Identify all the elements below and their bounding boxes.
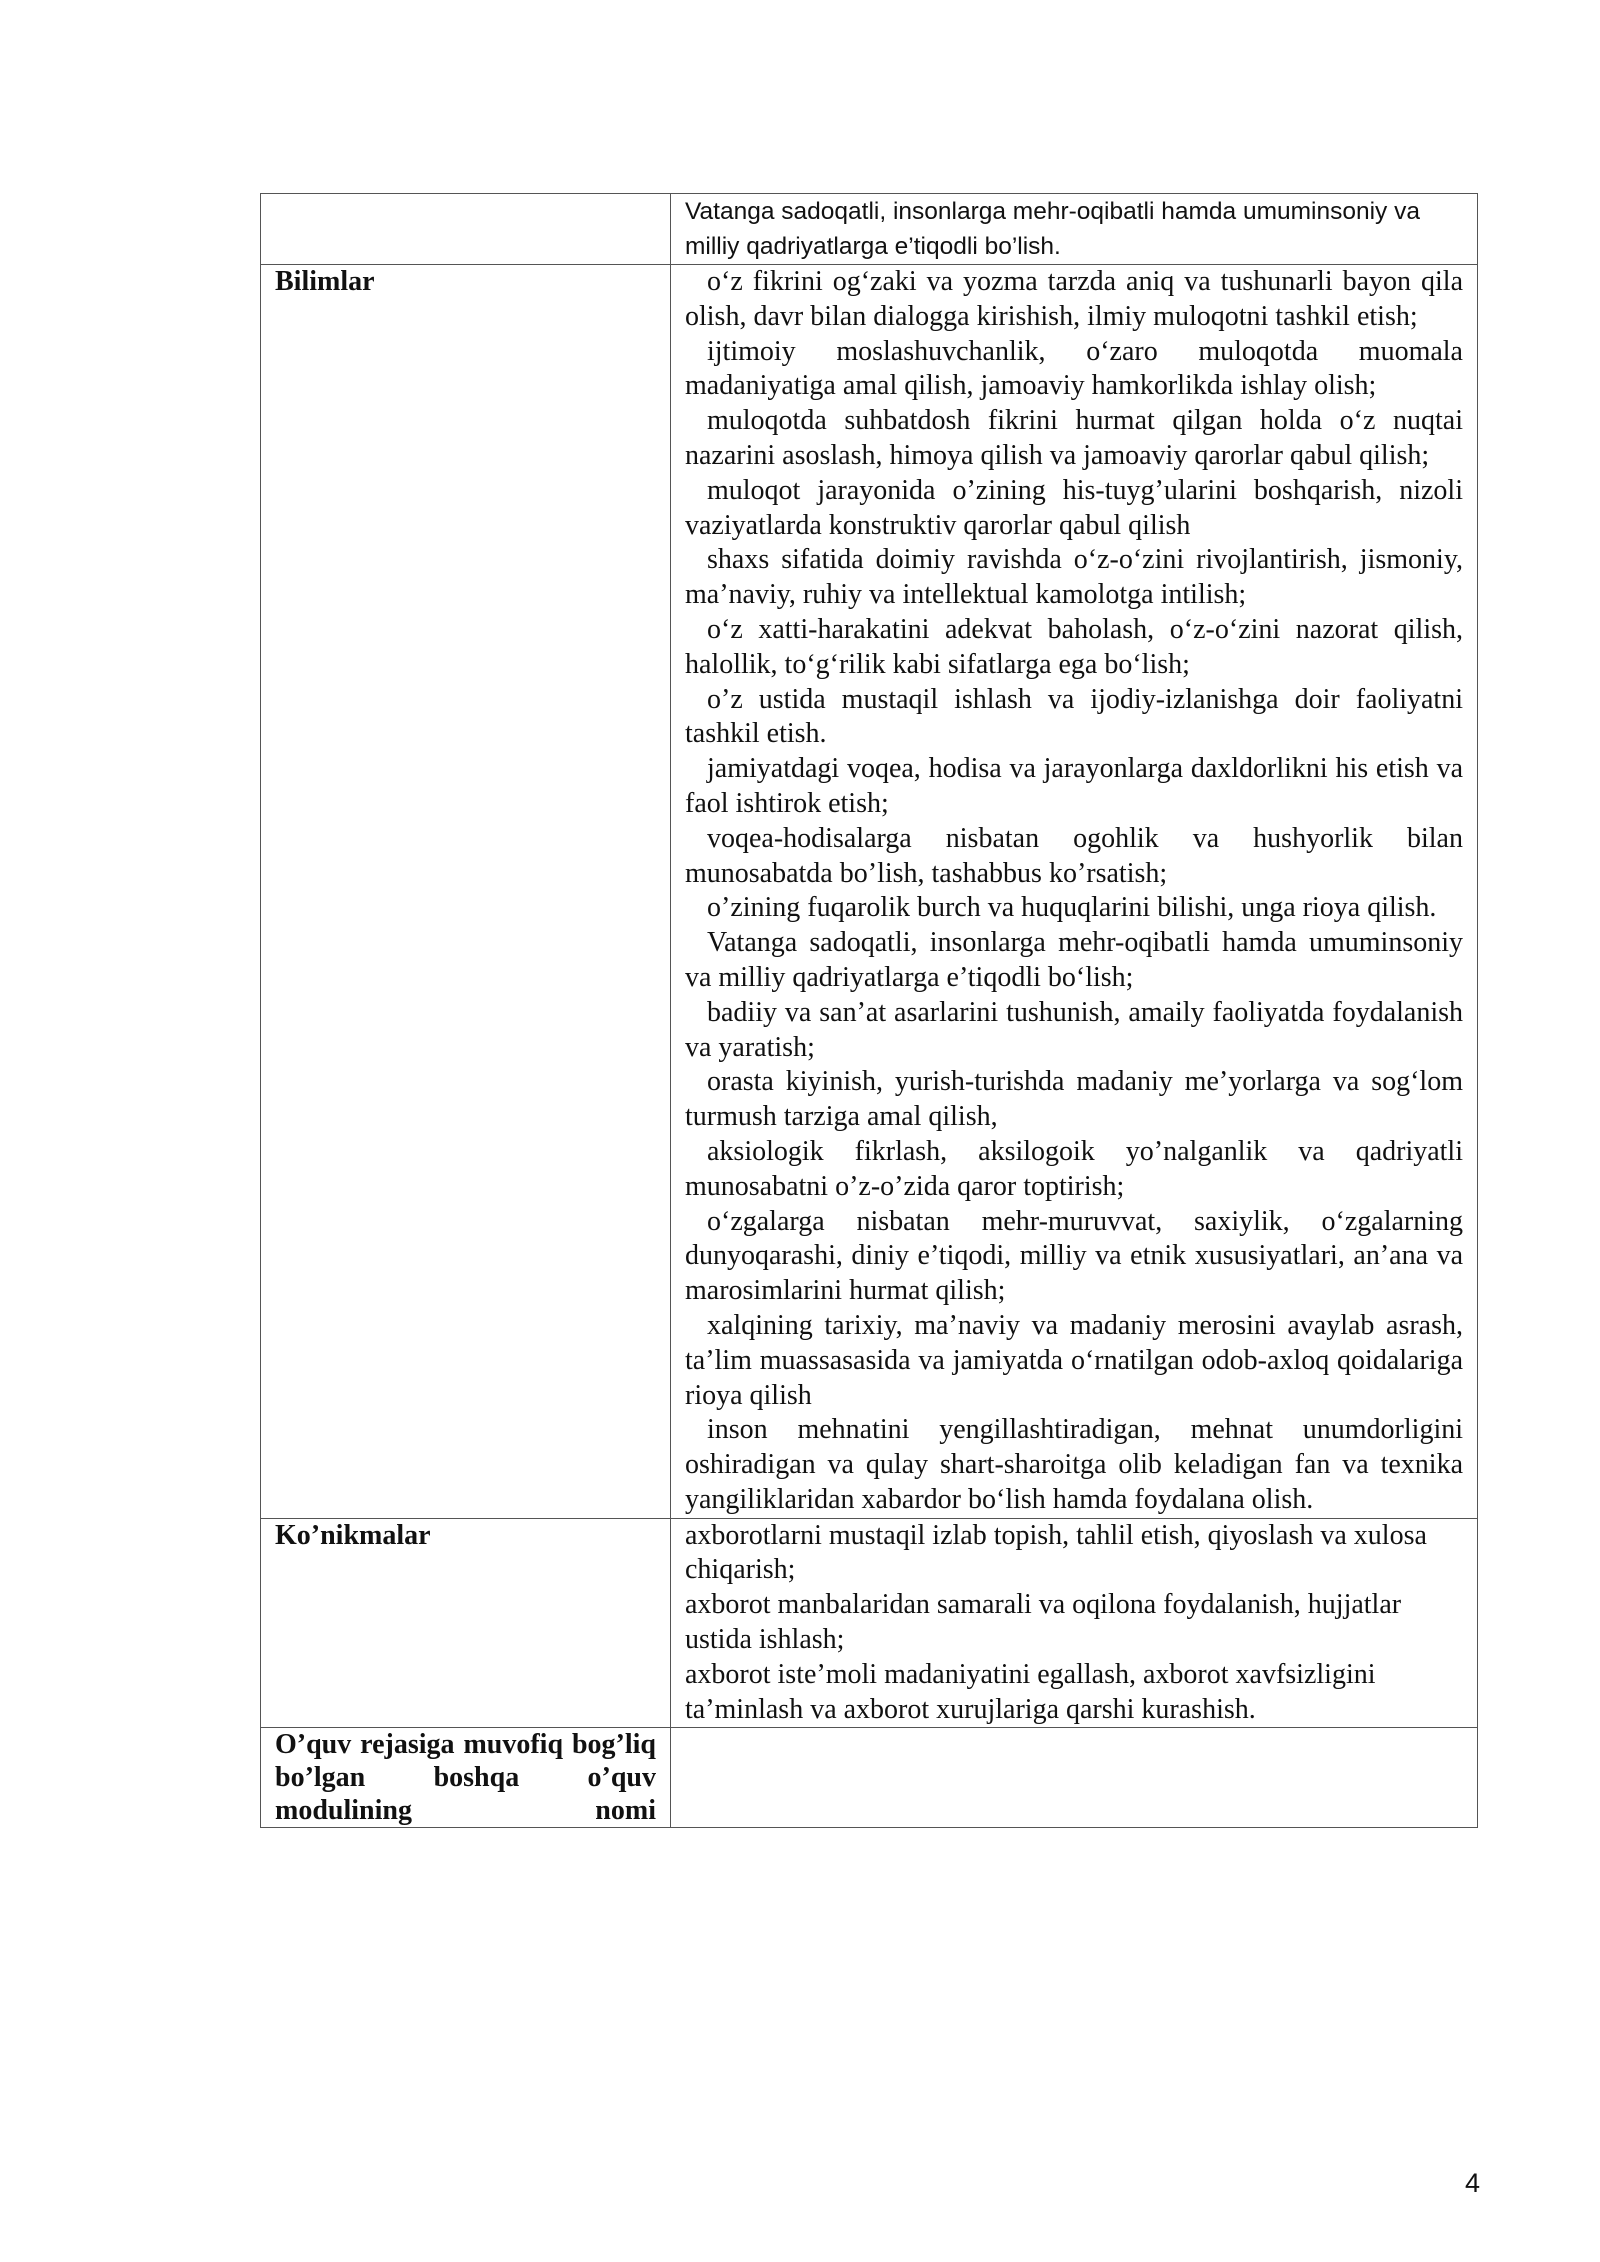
table-row-related-module bbox=[261, 1728, 1478, 1828]
bilimlar-item: voqea-hodisalarga nisbatan ogohlik va hushyorlik bilan munosabatda bo’lish, tashabbus ko’rsatish; bbox=[685, 822, 1463, 889]
bilimlar-item: o‘z fikrini og‘zaki va yozma tarzda aniq va tushunarli bayon qila olish, davr bilan dialogga kirishish, ilmiy muloqotni tashkil etish; bbox=[685, 266, 1463, 332]
bilimlar-item: orasta kiyinish, yurish-turishda madaniy me’yorlarga va sog‘lom turmush tarziga amal qilish, bbox=[685, 1066, 1463, 1133]
bilimlar-item: jamiyatdagi voqea, hodisa va jarayonlarga daxldorlikni his etish va faol ishtirok etish; bbox=[685, 753, 1463, 819]
bilimlar-item: xalqining tarixiy, ma’naviy va madaniy merosini avaylab asrash, ta’lim muassasasida va jamiyatda o‘rnatilgan odob-axloq qoidalariga rioya qilish bbox=[685, 1309, 1463, 1411]
table-row-bilimlar bbox=[261, 265, 1478, 1519]
related-module-value bbox=[671, 1728, 1478, 1828]
bilimlar-item: muloqot jarayonida o’zining his-tuyg’ularini boshqarish, nizoli vaziyatlarda konstruktiv qarorlar qabul qilish bbox=[685, 474, 1463, 541]
bilimlar-item: muloqotda suhbatdosh fikrini hurmat qilgan holda o‘z nuqtai nazarini asoslash, himoya qilish va jamoaviy qarorlar qabul qilish; bbox=[685, 405, 1463, 471]
bilimlar-item: o’z ustida mustaqil ishlash va ijodiy-izlanishga doir faoliyatni tashkil etish. bbox=[685, 683, 1463, 750]
bilimlar-item: badiiy va san’at asarlarini tushunish, amaily faoliyatda foydalanish va yaratish; bbox=[685, 996, 1463, 1063]
bilimlar-item: shaxs sifatida doimiy ravishda o‘z-o‘zini rivojlantirish, jismoniy, ma’naviy, ruhiy va intellektual kamolotga intilish; bbox=[685, 544, 1463, 611]
bilimlar-label: Bilimlar bbox=[261, 265, 671, 1519]
table-row-values bbox=[261, 194, 1478, 265]
page-number: 4 bbox=[1464, 2168, 1480, 2198]
bilimlar-item: ijtimoiy moslashuvchanlik, o‘zaro muloqotda muomala madaniyatiga amal qilish, jamoaviy hamkorlikda ishlay olish; bbox=[685, 335, 1463, 402]
konikmalar-item: axborot manbalaridan samarali va oqilona foydalanish, hujjatlar ustida ishlash; bbox=[685, 1589, 1402, 1656]
bilimlar-item: inson mehnatini yengillashtiradigan, mehnat unumdorligini oshiradigan va qulay shart-sharoitga olib keladigan fan va texnika yangiliklaridan xabardor bo‘lish hamda foydalana olish. bbox=[685, 1414, 1463, 1515]
bilimlar-item: o‘z xatti-harakatini adekvat baholash, o‘z-o‘zini nazorat qilish, halollik, to‘g‘rilik kabi sifatlarga ega bo‘lish; bbox=[685, 613, 1463, 680]
related-module-label: O’quv rejasiga muvofiq bog’liq bo’lgan boshqa o’quv modulining nomi bbox=[261, 1728, 671, 1828]
empty-label-cell bbox=[261, 194, 671, 265]
bilimlar-item: Vatanga sadoqatli, insonlarga mehr-oqibatli hamda umuminsoniy va milliy qadriyatlarga e’tiqodli bo‘lish; bbox=[685, 927, 1463, 993]
bilimlar-item: o‘zgalarga nisbatan mehr-muruvvat, saxiylik, o‘zgalarning dunyoqarashi, diniy e’tiqodi, milliy va etnik xususiyatlari, an’ana va marosimlarini hurmat qilish; bbox=[685, 1205, 1463, 1307]
konikmalar-item: axborotlarni mustaqil izlab topish, tahlil etish, qiyoslash va xulosa chiqarish; bbox=[685, 1519, 1427, 1586]
konikmalar-item: axborot iste’moli madaniyatini egallash, axborot xavfsizligini ta’minlash va axborot xurujlariga qarshi kurashish. bbox=[685, 1658, 1376, 1725]
bilimlar-content bbox=[671, 265, 1478, 1519]
table-row-konikmalar bbox=[261, 1518, 1478, 1728]
konikmalar-content bbox=[671, 1518, 1478, 1728]
values-cell: Vatanga sadoqatli, insonlarga mehr-oqibatli hamda umuminsoniy va milliy qadriyatlarga e’tiqodli bo’lish. bbox=[671, 194, 1478, 265]
bilimlar-item: o’zining fuqarolik burch va huquqlarini bilishi, unga rioya qilish. bbox=[707, 892, 1437, 924]
bilimlar-item: aksiologik fikrlash, aksilogoik yo’nalganlik va qadriyatli munosabatni o’z-o’zida qaror toptirish; bbox=[685, 1135, 1463, 1202]
document-table bbox=[260, 193, 1478, 1828]
konikmalar-label: Ko’nikmalar bbox=[261, 1518, 671, 1728]
